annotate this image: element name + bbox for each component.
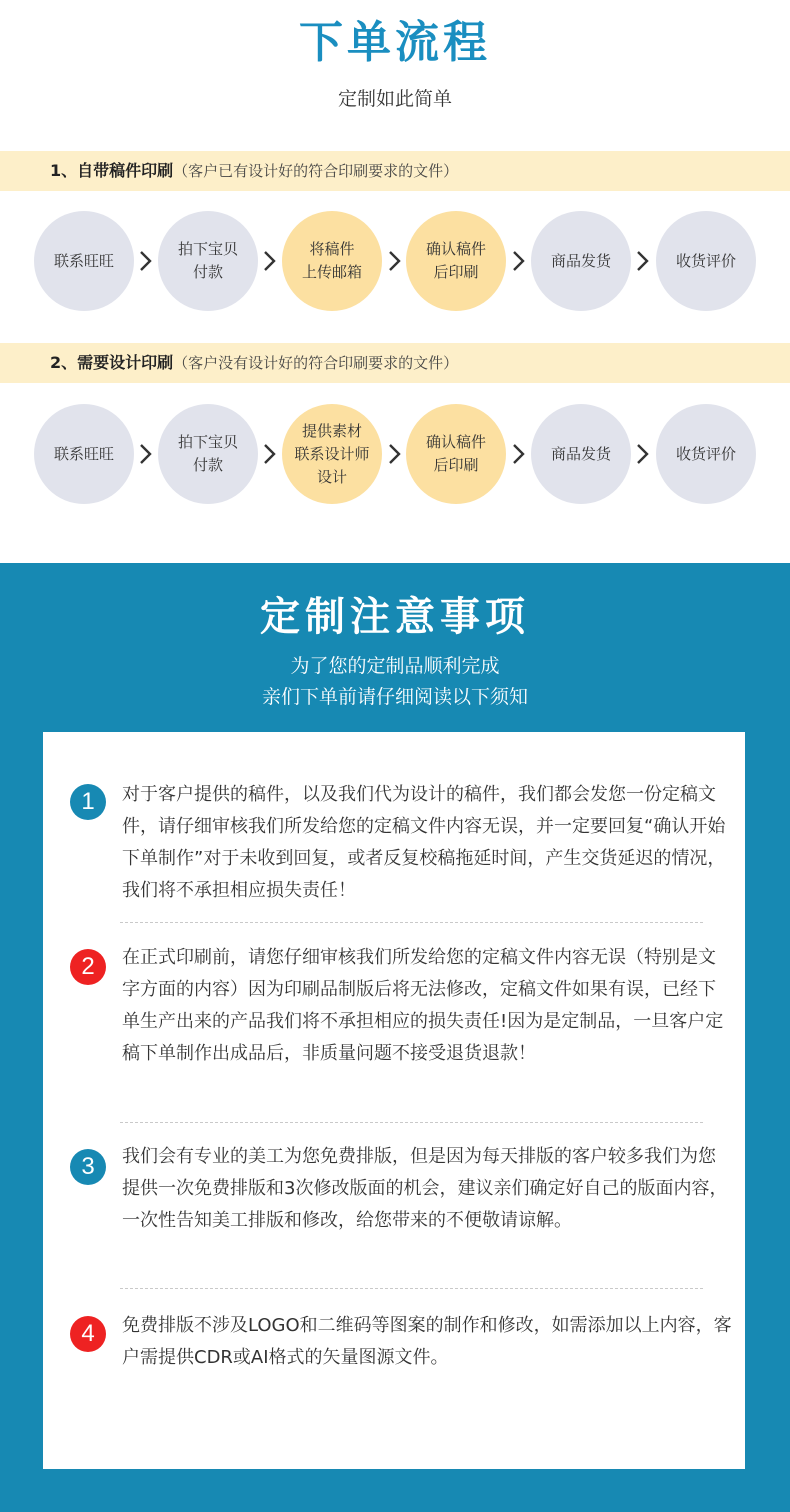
process1-label: 1、自带稿件印刷: [50, 161, 174, 180]
process1-step-1: 联系旺旺: [34, 211, 134, 311]
process1-step-2: 拍下宝贝 付款: [158, 211, 258, 311]
notice-card: [43, 732, 745, 1469]
process2-step-1: 联系旺旺: [34, 404, 134, 504]
notice-subtitle-line1: 为了您的定制品顺利完成: [290, 655, 500, 677]
process1-flow: [0, 211, 790, 315]
notice-item-text: 对于客户提供的稿件，以及我们代为设计的稿件，我们都会发您一份定稿文件，请仔细审核我们所发给您的定稿文件内容无误，并一定要回复“确认开始下单制作”对于未收到回复，或者反复校稿拖延时间，产生交货延迟的情况，我们将不承担相应损失责任！: [122, 784, 726, 901]
notice-item-text: 免费排版不涉及LOGO和二维码等图案的制作和修改，如需添加以上内容，客户需提供CDR或AI格式的矢量图源文件。: [122, 1315, 732, 1368]
chevron-right-icon: [388, 443, 402, 465]
notice-subtitle-line2: 亲们下单前请仔细阅读以下须知: [261, 686, 528, 708]
process1-step-6: 收货评价: [656, 211, 756, 311]
process2-step-3: 提供素材 联系设计师 设计: [282, 404, 382, 504]
process1-step-5: 商品发货: [531, 211, 631, 311]
process2-step-6: 收货评价: [656, 404, 756, 504]
page-title: 下单流程: [299, 17, 491, 68]
chevron-right-icon: [139, 443, 153, 465]
process1-header: [0, 151, 790, 191]
number-badge-4: 4: [70, 1316, 106, 1352]
process1-step-4: 确认稿件 后印刷: [406, 211, 506, 311]
process2-step-5: 商品发货: [531, 404, 631, 504]
notice-title: 定制注意事项: [260, 594, 530, 640]
chevron-right-icon: [636, 443, 650, 465]
process2-header: [0, 343, 790, 383]
page-subtitle: 定制如此简单: [337, 88, 452, 110]
divider: [120, 922, 703, 923]
number-badge-1: 1: [70, 784, 106, 820]
chevron-right-icon: [512, 250, 526, 272]
process1-note: （客户已有设计好的符合印刷要求的文件）: [173, 162, 459, 180]
divider: [120, 1122, 703, 1123]
process1-step-3: 将稿件 上传邮箱: [282, 211, 382, 311]
chevron-right-icon: [139, 250, 153, 272]
notice-item-text: 在正式印刷前，请您仔细审核我们所发给您的定稿文件内容无误（特别是文字方面的内容）因为印刷品制版后将无法修改，定稿文件如果有误，已经下单生产出来的产品我们将不承担相应的损失责任!因为是定制品，一旦客户定稿下单制作出成品后，非质量问题不接受退货退款！: [122, 947, 724, 1064]
process2-label: 2、需要设计印刷: [50, 353, 174, 372]
process2-step-2: 拍下宝贝 付款: [158, 404, 258, 504]
chevron-right-icon: [636, 250, 650, 272]
chevron-right-icon: [263, 443, 277, 465]
divider: [120, 1288, 703, 1289]
order-process-section: [0, 0, 790, 563]
chevron-right-icon: [512, 443, 526, 465]
process2-flow: [0, 404, 790, 508]
notice-section: [0, 563, 790, 1512]
number-badge-2: 2: [70, 949, 106, 985]
notice-item-text: 我们会有专业的美工为您免费排版，但是因为每天排版的客户较多我们为您提供一次免费排版和3次修改版面的机会，建议亲们确定好自己的版面内容，一次性告知美工排版和修改，给您带来的不便敬请谅解。: [122, 1146, 728, 1231]
process2-note: （客户没有设计好的符合印刷要求的文件）: [173, 354, 459, 372]
number-badge-3: 3: [70, 1149, 106, 1185]
chevron-right-icon: [388, 250, 402, 272]
chevron-right-icon: [263, 250, 277, 272]
process2-step-4: 确认稿件 后印刷: [406, 404, 506, 504]
